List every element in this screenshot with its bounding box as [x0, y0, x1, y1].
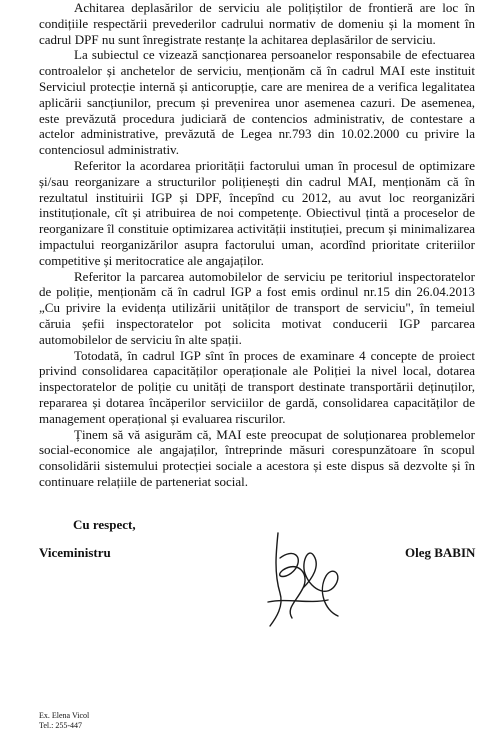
paragraph-social-partnership: Ținem să vă asigurăm că, MAI este preocupat de soluționarea problemelor social-economice ale angajaților, întreprinde măsuri corespunzătoare în scopul consolidării sistemului protecției sociale a acestora și este dispus să dezvolte și în continuare relațiile de parteneriat social. — [39, 426, 475, 489]
letter-body — [39, 0, 475, 490]
executor-phone: Tel.: 255-447 — [39, 721, 82, 730]
handwritten-signature — [248, 518, 368, 638]
closing-salutation: Cu respect, — [73, 517, 136, 532]
signatory-name: Oleg BABIN — [405, 545, 476, 560]
paragraph-project-concepts: Totodată, în cadrul IGP sînt în proces de examinare 4 concepte de proiect privind consolidarea capacităților operaționale ale Poliției la nivel local, dotarea inspectoratelor de poliție cu unități de transport destinate transportării deținuților, repararea și dotarea încăperilor serviciilor de gardă, consolidarea capacităților de management operațional și evaluarea riscurilor. — [39, 347, 475, 426]
signatory-position: Viceministru — [39, 545, 111, 560]
executor-name: Ex. Elena Vicol — [39, 711, 90, 720]
paragraph-vehicle-parking: Referitor la parcarea automobilelor de serviciu pe teritoriul inspectoratelor de poliție, menționăm că în cadrul IGP a fost emis ordinul nr.15 din 26.04.2013 „Cu privire la evidența utilizării unităților de transport de serviciu", în temeiul căruia șefii inspectoratelor pot solicita motivat conducerii IGP parcarea automobilelor de serviciu în alte spații. — [39, 268, 475, 347]
paragraph-human-factor: Referitor la acordarea priorității factorului uman în procesul de optimizare și/sau reorganizare a structurilor polițienești din cadrul MAI, menționăm că în rezultatul instituirii IGP și DPF, începînd cu 2012, au avut loc reorganizări instituționale, cît și atribuirea de noi competențe. Obiectivul țintă a proceselor de reorganizare îl constituie optimizarea activității instituției, precum și minimalizarea impactului reorganizărilor asupra factorului uman, acordînd prioritate criteriilor competitive și meritocratice ale angajaților. — [39, 157, 475, 268]
executor-footer — [39, 711, 89, 731]
paragraph-travel-payments: Achitarea deplasărilor de serviciu ale polițiștilor de frontieră are loc în condițiile respectării prevederilor cadrului normativ de domeniu și la moment în cadrul DPF nu sunt înregistrate restanțe la achitarea deplasărilor de serviciu. — [39, 0, 475, 47]
paragraph-sanctions: La subiectul ce vizează sancționarea persoanelor responsabile de efectuarea controalelor și anchetelor de serviciu, menționăm că în cadrul MAI este instituit Serviciul protecție internă și anticorupție, care are menirea de a verifica legalitatea aplicării sancțiunilor, precum și prevenirea unor asemenea cazuri. De asemenea, este prevăzută procedura judiciară de contencios administrativ, de contestare a actelor administrative, prevăzută de Legea nr.793 din 10.02.2000 cu privire la contenciosul administrativ. — [39, 47, 475, 158]
